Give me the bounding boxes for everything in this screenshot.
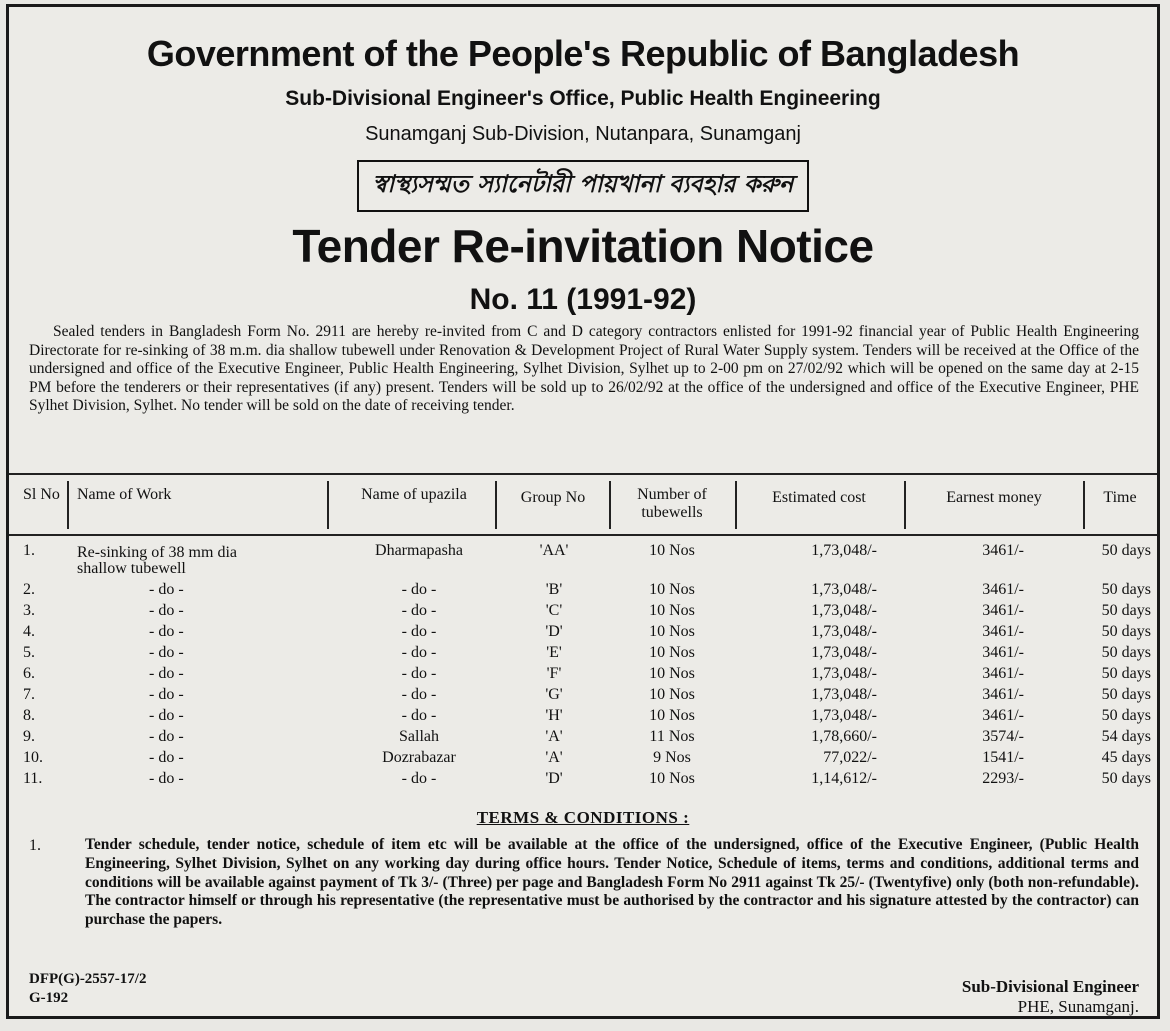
cell-group: 'G' — [545, 686, 563, 703]
cell-work: - do - — [149, 707, 184, 724]
header-group-no: Group No — [520, 489, 586, 506]
cell-group: 'A' — [545, 728, 563, 745]
cell-upazila: Dozrabazar — [382, 749, 456, 766]
header-earnest-money: Earnest money — [946, 489, 1042, 506]
cell-cost: 1,73,048/- — [811, 644, 877, 661]
cell-work: - do - — [149, 644, 184, 661]
header-name-of-work: Name of Work — [77, 486, 172, 503]
term-text: Tender schedule, tender notice, schedule of item etc will be available at the office of the undersigned, office of the Executive Engineer, (Public Health Engineering, Sylhet Division, Sylhet on any working day during office hours. Tender Notice, Schedule of items, terms and conditions, additional terms and conditions will be available against payment of Tk 3/- (Three) per page and Bangladesh Form No 2911 against Tk 25/- (Twentyfive) only (both non-refundable). The contractor himself or through his representative (the representative must be authorised by the contractor and his signature attested by the contractor) can purchase the papers. — [85, 836, 1139, 929]
cell-sl: 11. — [23, 770, 43, 787]
cell-cost: 1,73,048/- — [811, 542, 877, 559]
cell-cost: 1,78,660/- — [811, 728, 877, 745]
cell-tubewells: 10 Nos — [649, 542, 695, 559]
column-divider — [609, 481, 611, 529]
cell-cost: 1,73,048/- — [811, 581, 877, 598]
cell-time: 50 days — [1101, 707, 1151, 724]
cell-time: 50 days — [1101, 602, 1151, 619]
cell-work: - do - — [149, 602, 184, 619]
slogan-text: স্বাস্থ্যসম্মত স্যানেটারী পায়খানা ব্যবহার করুন — [357, 160, 810, 212]
cell-tubewells: 10 Nos — [649, 581, 695, 598]
cell-cost: 77,022/- — [823, 749, 877, 766]
cell-upazila: Dharmapasha — [375, 542, 463, 559]
column-divider — [495, 481, 497, 529]
cell-upazila: - do - — [401, 581, 437, 598]
cell-earnest: 3461/- — [982, 602, 1024, 619]
cell-group: 'D' — [545, 623, 563, 640]
tender-notice — [6, 4, 1160, 1019]
header-sl: Sl No — [23, 486, 60, 503]
cell-time: 50 days — [1101, 542, 1151, 559]
cell-work: - do - — [149, 581, 184, 598]
cell-tubewells: 10 Nos — [649, 770, 695, 787]
cell-earnest: 3461/- — [982, 707, 1024, 724]
cell-sl: 2. — [23, 581, 35, 598]
cell-tubewells: 11 Nos — [649, 728, 695, 745]
cell-time: 54 days — [1101, 728, 1151, 745]
column-divider — [904, 481, 906, 529]
cell-work: - do - — [149, 686, 184, 703]
office-name: Sub-Divisional Engineer's Office, Public Health Engineering — [285, 87, 881, 110]
cell-earnest: 2293/- — [982, 770, 1024, 787]
cell-earnest: 3461/- — [982, 581, 1024, 598]
notice-title: Tender Re-invitation Notice — [292, 220, 874, 272]
cell-time: 50 days — [1101, 665, 1151, 682]
cell-group: 'A' — [545, 749, 563, 766]
cell-upazila: - do - — [401, 623, 437, 640]
cell-sl: 9. — [23, 728, 35, 745]
cell-earnest: 3461/- — [982, 644, 1024, 661]
cell-cost: 1,73,048/- — [811, 623, 877, 640]
table-top-rule — [9, 473, 1157, 475]
cell-time: 50 days — [1101, 581, 1151, 598]
cell-upazila: - do - — [401, 644, 437, 661]
cell-upazila: - do - — [401, 770, 437, 787]
cell-tubewells: 9 Nos — [653, 749, 691, 766]
cell-group: 'D' — [545, 770, 563, 787]
cell-group: 'H' — [545, 707, 563, 724]
cell-tubewells: 10 Nos — [649, 602, 695, 619]
cell-group: 'C' — [545, 602, 563, 619]
terms-heading: TERMS & CONDITIONS : — [476, 808, 690, 827]
reference-code-1: DFP(G)-2557-17/2 — [29, 971, 147, 987]
cell-time: 50 days — [1101, 623, 1151, 640]
cell-upazila: - do - — [401, 707, 437, 724]
office-address: Sunamganj Sub-Division, Nutanpara, Sunamganj — [365, 123, 801, 145]
header-time: Time — [1103, 489, 1137, 506]
cell-tubewells: 10 Nos — [649, 707, 695, 724]
cell-tubewells: 10 Nos — [649, 623, 695, 640]
cell-tubewells: 10 Nos — [649, 665, 695, 682]
header-estimated-cost: Estimated cost — [772, 489, 866, 506]
cell-time: 45 days — [1101, 749, 1151, 766]
reference-code-2: G-192 — [29, 990, 69, 1006]
cell-group: 'B' — [545, 581, 563, 598]
cell-tubewells: 10 Nos — [649, 686, 695, 703]
slogan-box — [9, 160, 1157, 212]
cell-group: 'AA' — [539, 542, 569, 559]
cell-sl: 6. — [23, 665, 35, 682]
cell-earnest: 3461/- — [982, 686, 1024, 703]
cell-cost: 1,73,048/- — [811, 602, 877, 619]
cell-earnest: 3461/- — [982, 665, 1024, 682]
column-divider — [67, 481, 69, 529]
cell-work: - do - — [149, 665, 184, 682]
cell-cost: 1,73,048/- — [811, 686, 877, 703]
signature-block — [962, 977, 1139, 1017]
cell-cost: 1,73,048/- — [811, 707, 877, 724]
cell-sl: 4. — [23, 623, 35, 640]
cell-sl: 1. — [23, 542, 35, 559]
cell-upazila: - do - — [401, 602, 437, 619]
cell-group: 'F' — [546, 665, 562, 682]
notice-intro: Sealed tenders in Bangladesh Form No. 2911 are hereby re-invited from C and D category contractors enlisted for 1991-92 financial year of Public Health Engineering Directorate for re-sinking of 38 m.m. dia shallow tubewell under Renovation & Development Project of Rural Water Supply system. Tenders will be received at the Office of the undersigned and office of the Executive Engineer, Public Health Engineering, Sylhet Division, Sylhet up to 2-00 pm on 27/02/92 which will be opened on the same day at 2-15 PM before the tenderers or their representatives (if any) present. Tenders will be sold up to 26/02/92 at the office of the undersigned and office of the Executive Engineer, PHE Sylhet Division, Sylhet. No tender will be sold on the date of receiving tender. — [29, 323, 1139, 415]
cell-tubewells: 10 Nos — [649, 644, 695, 661]
cell-group: 'E' — [546, 644, 562, 661]
header-upazila: Name of upazila — [361, 486, 467, 503]
header-number-of-tubewells: Number of tubewells — [637, 486, 707, 521]
cell-earnest: 3461/- — [982, 623, 1024, 640]
cell-sl: 3. — [23, 602, 35, 619]
term-number: 1. — [29, 837, 41, 854]
reference-codes — [29, 970, 146, 1008]
cell-sl: 10. — [23, 749, 43, 766]
column-divider — [327, 481, 329, 529]
notice-number: No. 11 (1991-92) — [469, 283, 697, 316]
cell-cost: 1,14,612/- — [811, 770, 877, 787]
cell-sl: 7. — [23, 686, 35, 703]
cell-work: - do - — [149, 749, 184, 766]
signatory-office: PHE, Sunamganj. — [1017, 997, 1139, 1016]
cell-sl: 5. — [23, 644, 35, 661]
cell-time: 50 days — [1101, 770, 1151, 787]
government-title: Government of the People's Republic of Bangladesh — [146, 33, 1020, 74]
cell-earnest: 3461/- — [982, 542, 1024, 559]
cell-work: Re-sinking of 38 mm dia — [77, 544, 237, 561]
cell-work: - do - — [149, 770, 184, 787]
cell-sl: 8. — [23, 707, 35, 724]
table-header-rule — [9, 534, 1157, 536]
signatory-title: Sub-Divisional Engineer — [961, 977, 1139, 996]
cell-earnest: 3574/- — [982, 728, 1024, 745]
cell-upazila: - do - — [401, 686, 437, 703]
cell-earnest: 1541/- — [982, 749, 1024, 766]
cell-upazila: Sallah — [399, 728, 439, 745]
cell-work-continued: shallow tubewell — [77, 560, 186, 577]
cell-work: - do - — [149, 728, 184, 745]
cell-time: 50 days — [1101, 644, 1151, 661]
cell-cost: 1,73,048/- — [811, 665, 877, 682]
column-divider — [735, 481, 737, 529]
cell-time: 50 days — [1101, 686, 1151, 703]
cell-upazila: - do - — [401, 665, 437, 682]
cell-work: - do - — [149, 623, 184, 640]
column-divider — [1083, 481, 1085, 529]
